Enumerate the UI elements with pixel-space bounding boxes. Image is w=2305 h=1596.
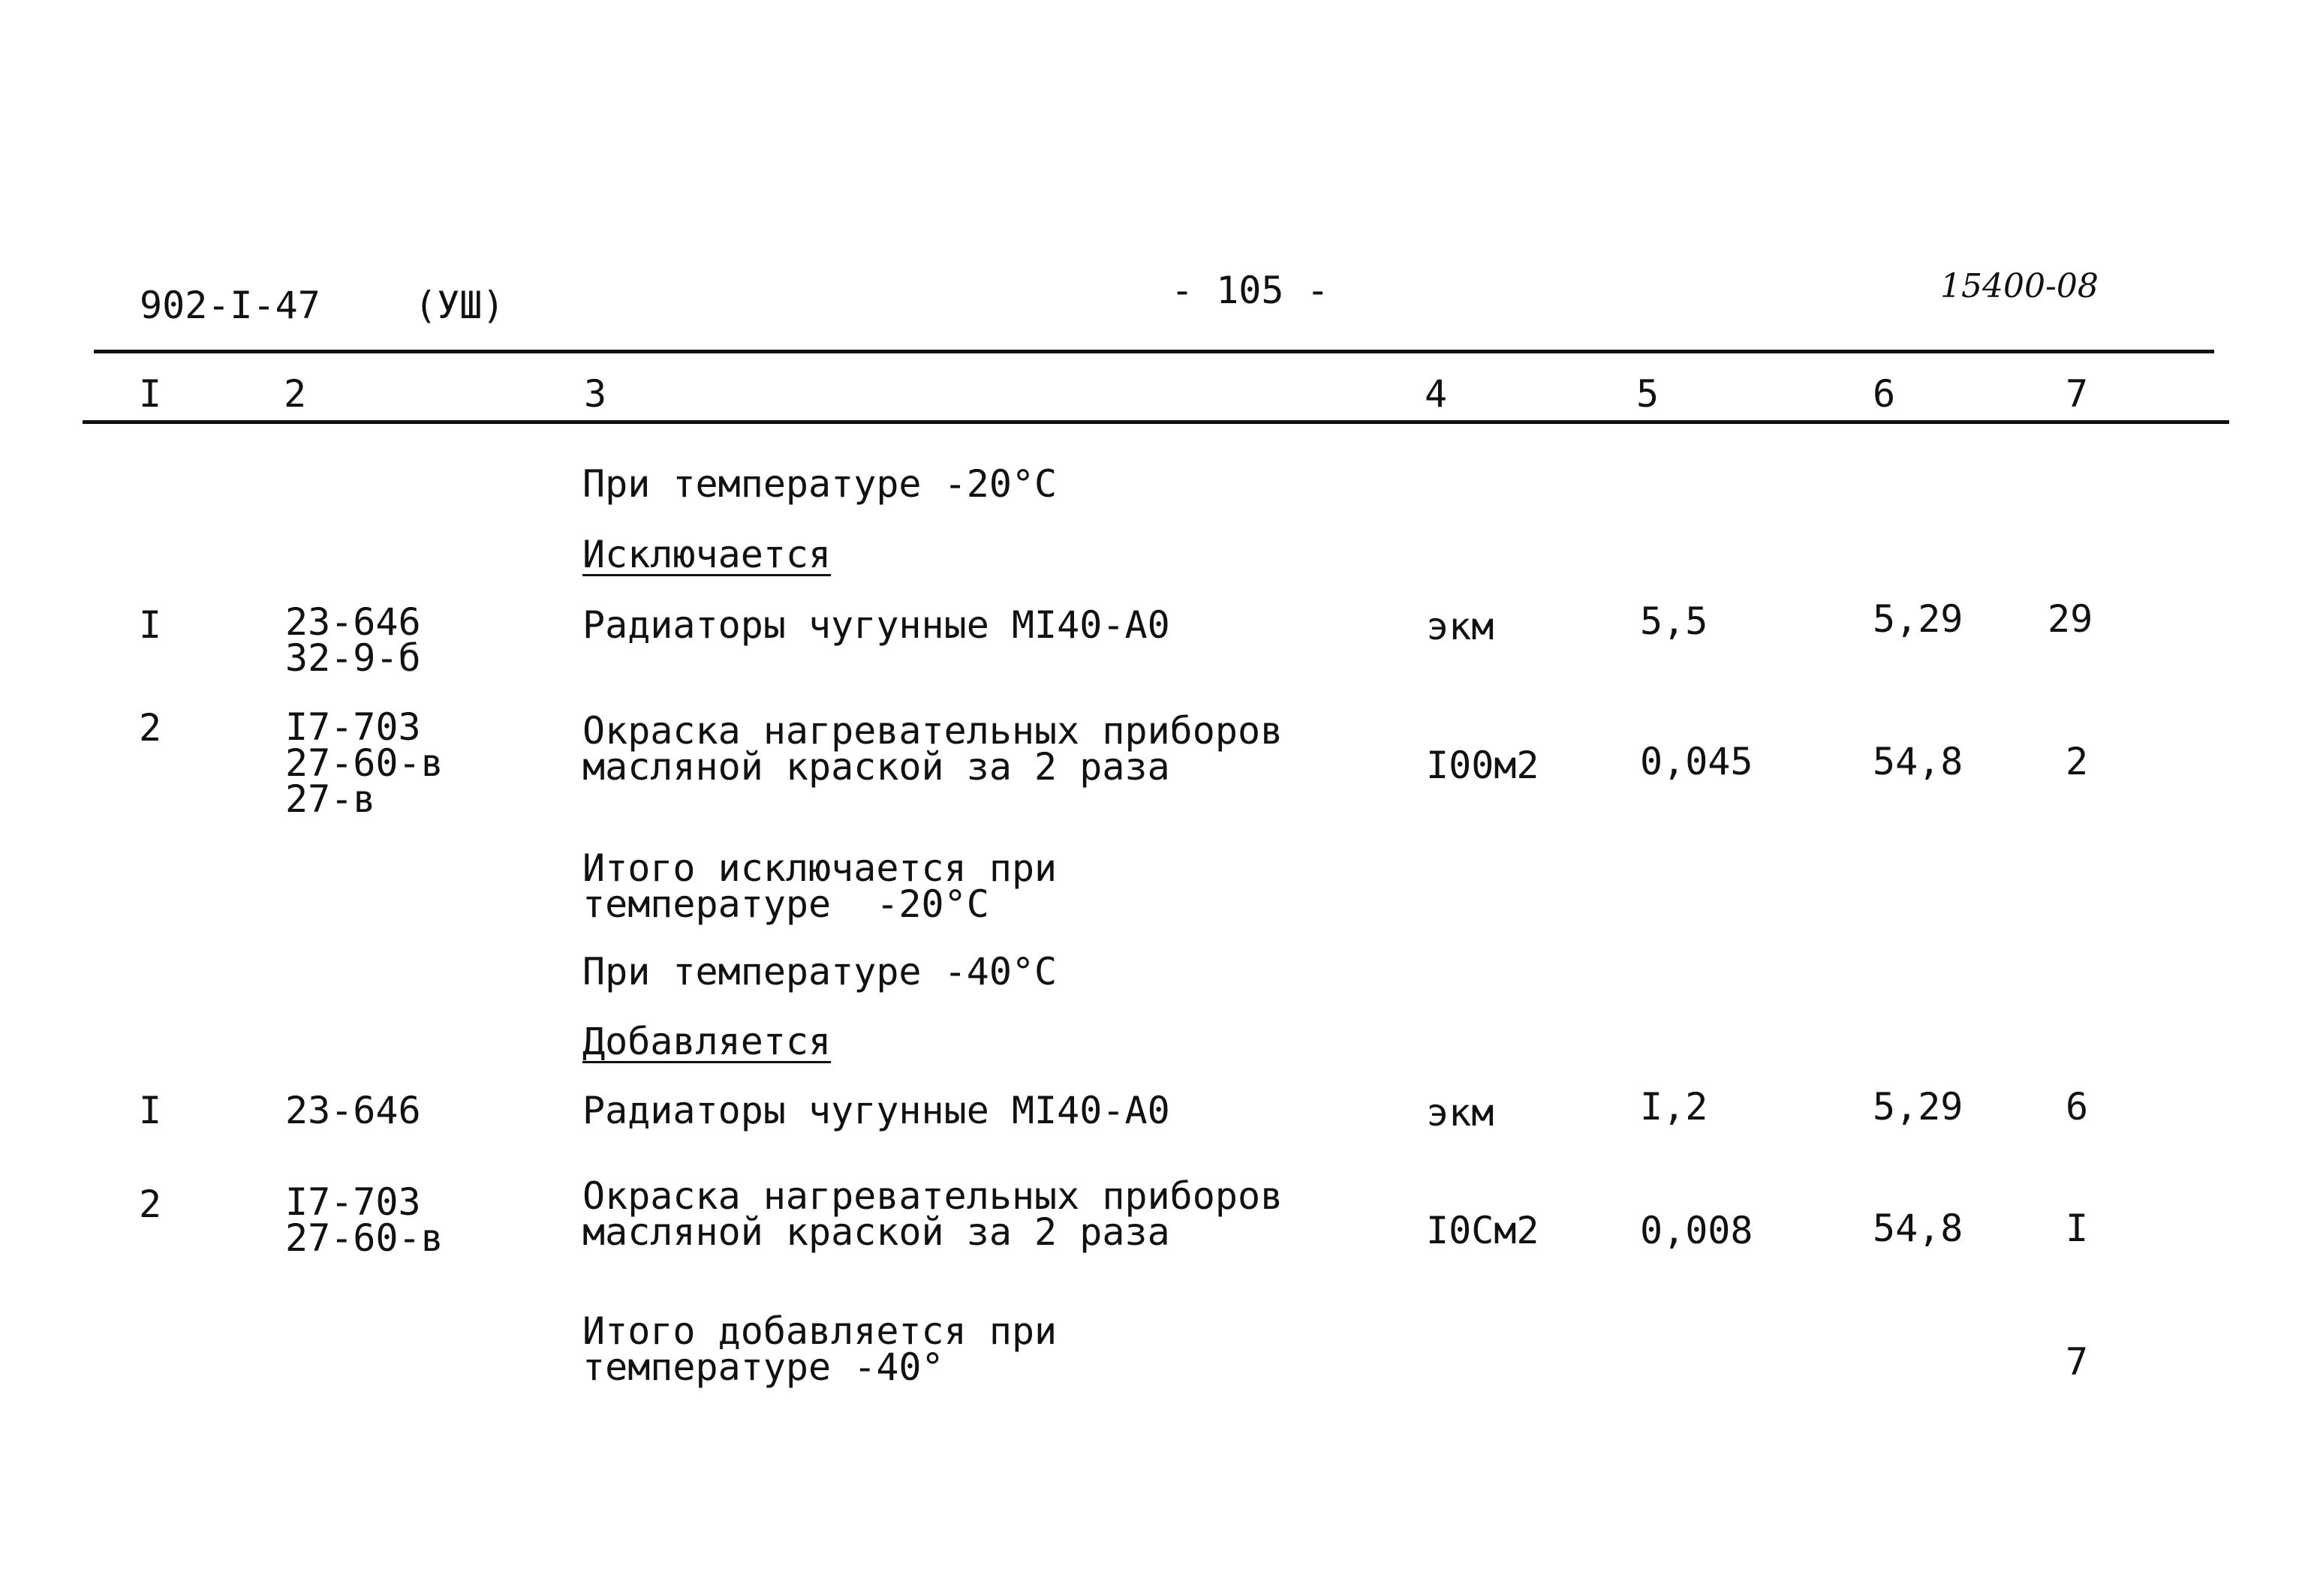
column-header-1: I bbox=[139, 372, 162, 416]
row-price: 5,29 bbox=[1873, 597, 1963, 641]
row-unit: I00м2 bbox=[1426, 744, 1539, 787]
section-total-added: Итого добавляется при температуре -40° bbox=[582, 1309, 1058, 1389]
row-quantity: 0,008 bbox=[1640, 1209, 1753, 1252]
section-title-minus-40: При температуре -40°C bbox=[582, 950, 1058, 993]
row-number: 2 bbox=[139, 1183, 162, 1226]
row-quantity: I,2 bbox=[1640, 1085, 1708, 1129]
column-header-2: 2 bbox=[284, 372, 307, 416]
row-code: I7-703 27-60-в 27-в bbox=[285, 705, 444, 821]
series-label: (УШ) bbox=[414, 284, 505, 327]
column-header-3: 3 bbox=[584, 372, 607, 416]
column-header-7: 7 bbox=[2066, 372, 2089, 416]
row-description: Окраска нагревательных приборов масляной краской за 2 раза bbox=[582, 709, 1283, 789]
row-sum: 29 bbox=[2048, 597, 2093, 641]
section-subtitle-excluded: Исключается bbox=[582, 533, 832, 576]
row-price: 5,29 bbox=[1873, 1085, 1963, 1129]
row-quantity: 0,045 bbox=[1640, 740, 1753, 783]
table-header-bottom-rule bbox=[83, 420, 2229, 424]
row-unit: экм bbox=[1426, 1091, 1494, 1135]
section-total-sum: 7 bbox=[2066, 1340, 2089, 1384]
row-unit: экм bbox=[1426, 605, 1494, 648]
column-header-4: 4 bbox=[1425, 372, 1448, 416]
row-code: 23-646 bbox=[285, 1089, 421, 1132]
row-unit: I0См2 bbox=[1426, 1209, 1539, 1252]
section-subtitle-added: Добавляется bbox=[582, 1020, 832, 1063]
row-code: 23-646 32-9-б bbox=[285, 600, 421, 680]
row-sum: 6 bbox=[2066, 1085, 2089, 1129]
row-code: I7-703 27-60-в bbox=[285, 1180, 444, 1260]
column-header-5: 5 bbox=[1636, 372, 1660, 416]
row-number: 2 bbox=[139, 706, 162, 750]
row-sum: 2 bbox=[2066, 740, 2089, 783]
row-price: 54,8 bbox=[1873, 1207, 1963, 1250]
row-description: Радиаторы чугунные МI40-А0 bbox=[582, 603, 1170, 647]
page-number: - 105 - bbox=[1171, 269, 1329, 312]
table-top-rule bbox=[94, 350, 2214, 353]
row-number: I bbox=[139, 603, 162, 647]
column-header-6: 6 bbox=[1873, 372, 1896, 416]
row-number: I bbox=[139, 1089, 162, 1132]
row-quantity: 5,5 bbox=[1640, 600, 1708, 643]
document-code: 902-I-47 bbox=[140, 284, 320, 327]
section-total-excluded: Итого исключается при температуре -20°C bbox=[582, 846, 1058, 926]
row-price: 54,8 bbox=[1873, 740, 1963, 783]
row-description: Окраска нагревательных приборов масляной краской за 2 раза bbox=[582, 1174, 1283, 1254]
section-title-minus-20: При температуре -20°C bbox=[582, 462, 1058, 506]
archive-number: 15400-08 bbox=[1940, 267, 2099, 305]
row-sum: I bbox=[2066, 1207, 2089, 1250]
row-description: Радиаторы чугунные МI40-А0 bbox=[582, 1089, 1170, 1132]
